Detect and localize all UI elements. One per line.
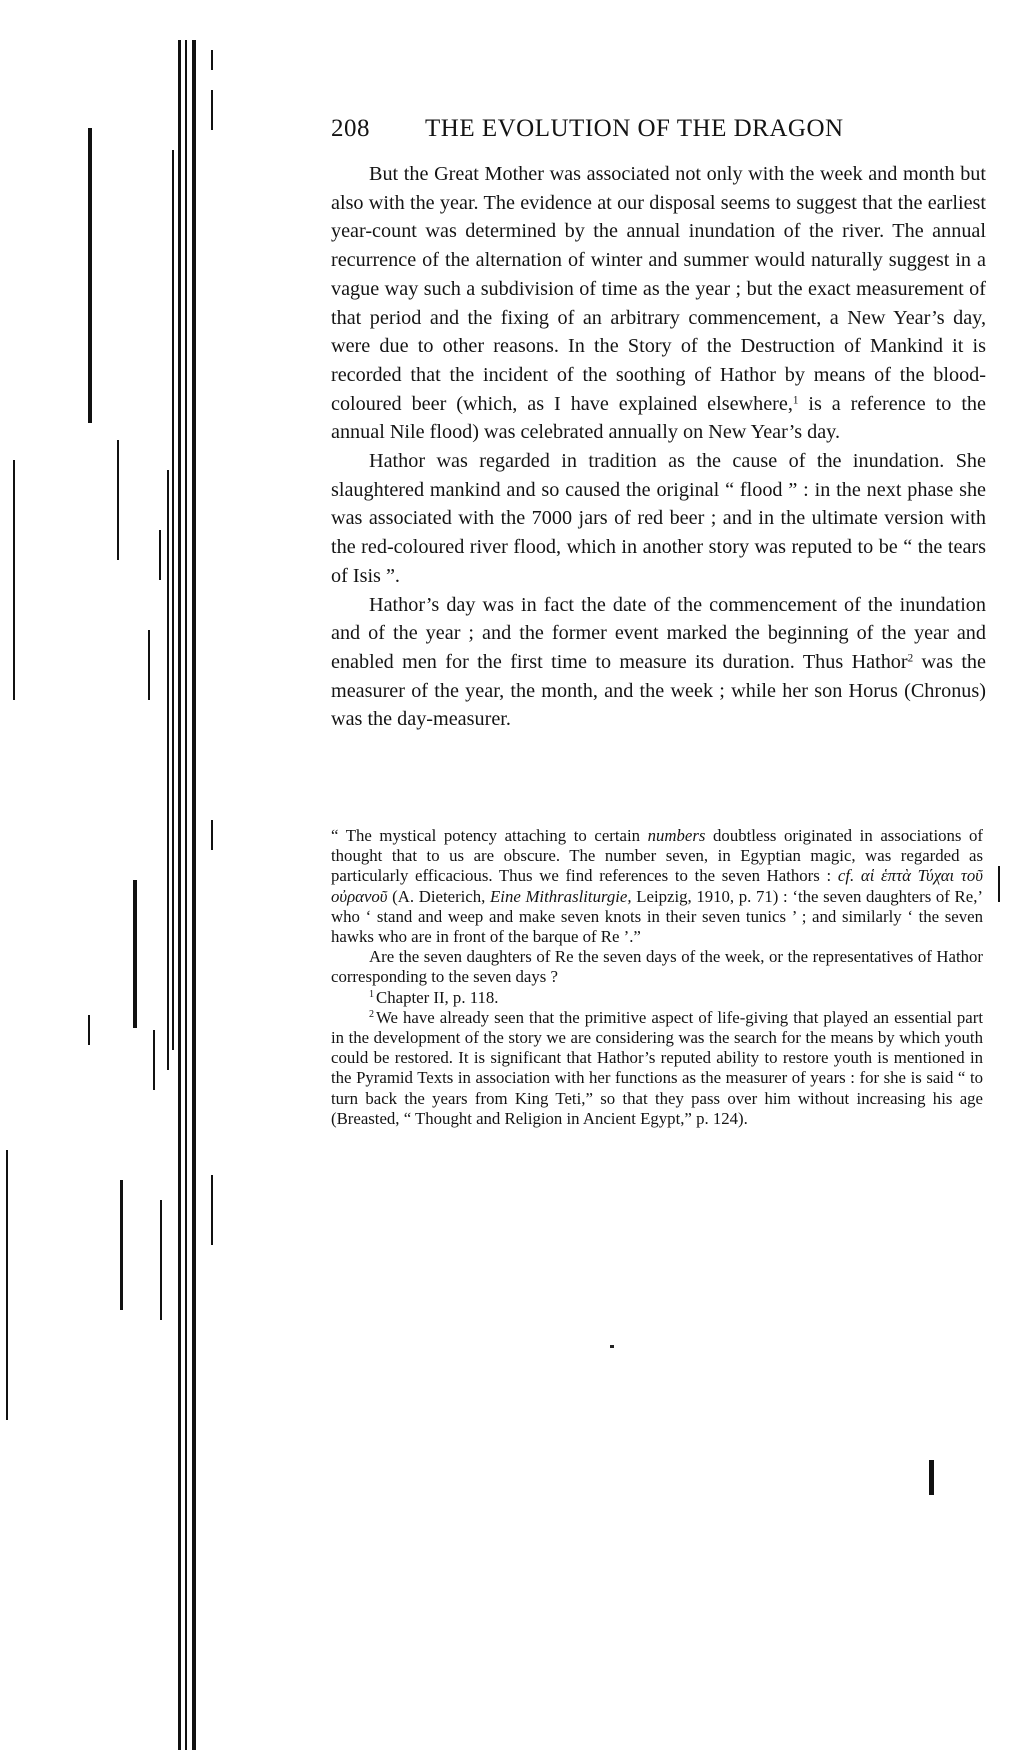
footnote-marker: 2 <box>369 1009 375 1021</box>
quote-text: “ The mystical potency attaching to certain <box>331 826 648 845</box>
scan-artifact-bar <box>998 866 1000 902</box>
scan-artifact-bar <box>178 40 181 1750</box>
scan-artifact-bar <box>167 470 169 1070</box>
quote-text: doubtless originated in associations of thought that to us are obscure. The number seven, in Egyptian magic, was regarded as particularly efficacious. Thus we find references to the seven Hathors : <box>331 826 983 886</box>
footnote-ref: 1 <box>792 393 799 406</box>
scan-artifact-bar <box>88 1015 90 1045</box>
scan-binding-gutter <box>0 0 240 1505</box>
scan-artifact-bar <box>192 40 196 1750</box>
scan-artifact-bar <box>185 40 187 1750</box>
scan-artifact-bar <box>211 90 213 130</box>
scan-artifact-bar <box>929 1460 934 1495</box>
body-text: Hathor’s day was in fact the date of the commencement of the inundation and of the year ; and the former event marked the beginning of the year and enabled men for the first time to measure its duration. Thus Hathor <box>331 593 986 673</box>
quotation <box>331 826 983 947</box>
note-question: Are the seven daughters of Re the seven days of the week, or the representatives of Hathor corresponding to the seven days ? <box>331 947 983 987</box>
running-title: THE EVOLUTION OF THE DRAGON <box>425 115 844 142</box>
scan-artifact-bar <box>117 440 119 560</box>
scan-artifact-bar <box>153 1030 155 1090</box>
body-paragraph <box>331 160 986 447</box>
scan-artifact-bar <box>172 150 174 1050</box>
book-title: Eine Mithrasliturgie, <box>490 886 632 906</box>
scan-artifact-bar <box>211 820 213 850</box>
footnote-1 <box>331 988 983 1008</box>
scan-artifact-bar <box>6 1150 8 1420</box>
body-text: was the measurer of the year, the month, and the week ; while her son Horus (Chronus) was the day-measurer. <box>331 650 986 731</box>
scan-artifact-bar <box>120 1180 123 1310</box>
scan-artifact-bar <box>133 880 137 1028</box>
scan-artifact-bar <box>159 530 161 580</box>
quote-text: (A. Dieterich, <box>387 886 491 906</box>
footnote-ref: 2 <box>907 652 914 665</box>
page-number: 208 <box>331 115 370 142</box>
main-text <box>331 160 986 734</box>
scan-artifact-bar <box>88 128 92 423</box>
body-text: is a reference to the annual Nile flood) was celebrated annually on New Year’s day. <box>331 392 986 444</box>
footnote-marker: 1 <box>369 989 375 1001</box>
quote-emphasis: numbers <box>647 826 706 845</box>
scan-artifact-bar <box>160 1200 162 1320</box>
body-paragraph <box>331 591 986 735</box>
footnotes <box>331 826 983 1129</box>
body-text: But the Great Mother was associated not only with the week and month but also with the year. The evidence at our disposal seems to suggest that the earliest year-count was determined by the annual inundation of the river. The annual recurrence of the alternation of winter and summer would naturally suggest in a vague way such a subdivision of time as the year ; but the exact measurement of that period and the fixing of an arbitrary commencement, a New Year’s day, were due to other reasons. In the Story of the Destruction of Mankind it is recorded that the incident of the soothing of Hathor by means of the blood-coloured beer (which, as I have explained elsewhere, <box>331 163 986 415</box>
scan-artifact-bar <box>211 50 213 70</box>
running-header <box>331 114 991 144</box>
footnote-text: Chapter II, p. 118. <box>376 987 499 1007</box>
scan-artifact-bar <box>148 630 150 700</box>
footnote-2 <box>331 1008 983 1129</box>
body-paragraph: Hathor was regarded in tradition as the cause of the inundation. She slaughtered mankind and so caused the original “ flood ” : in the next phase she was associated with the 7000 jars of red beer ; and in the ultimate version with the red-coloured river flood, which in another story was reputed to be “ the tears of Isis ”. <box>331 450 986 587</box>
scan-artifact-bar <box>211 1175 213 1245</box>
greek-citation: cf. αἱ ἑπτὰ Τύχαι τοῦ οὐρανοῦ <box>331 866 983 906</box>
scan-speck <box>610 1345 614 1348</box>
scan-artifact-bar <box>13 460 15 700</box>
quote-text: Leipzig, 1910, p. 71) : ‘the seven daughters of Re,’ who ‘ stand and weep and make seven knots in their seven tunics ’ ; and similarly ‘ the seven hawks who are in front of the barque of Re ’.” <box>331 886 983 947</box>
footnote-text: We have already seen that the primitive aspect of life-giving that played an essential part in the development of the story we are considering was the search for the means by which youth could be restored. It is significant that Hathor’s reputed ability to restore youth is mentioned in the Pyramid Texts in association with her functions as the measurer of years : for she is said “ to turn back the years from King Teti,” so that they pass over him without increasing his age (Breasted, “ Thought and Religion in Ancient Egypt,” p. 124). <box>331 1007 983 1128</box>
